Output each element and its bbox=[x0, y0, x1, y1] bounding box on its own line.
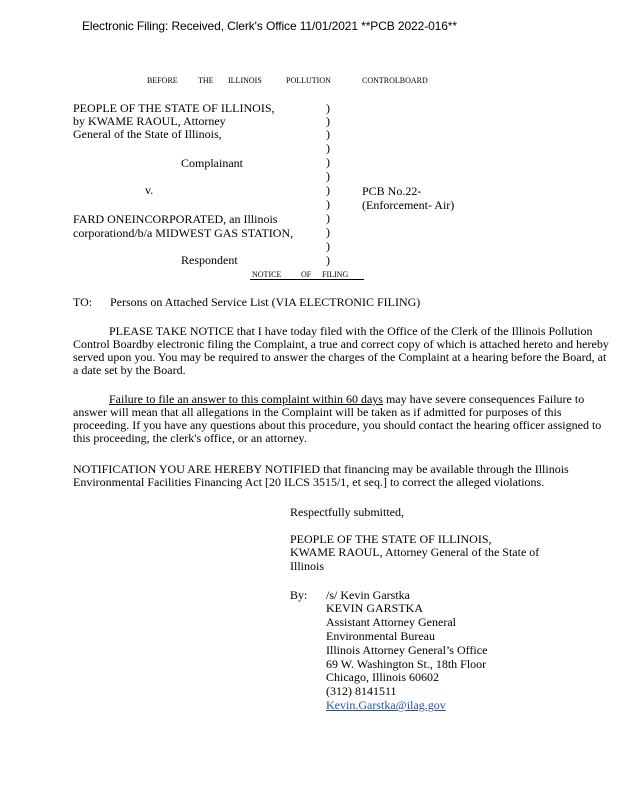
caption-bracket: ) bbox=[326, 183, 330, 197]
defendant-line-2: corporationd/b/a MIDWEST GAS STATION, bbox=[73, 226, 294, 240]
failure-text: may have severe consequences Failure to answer will mean that all allegations in the Complaint will be taken as if admitted for purposes of this proceeding. If you have any questions about this procedure, you should contact the hearing officer assigned to this proceeding, the clerk's office, or an attorney. bbox=[73, 392, 602, 445]
caption-bracket: ) bbox=[326, 225, 330, 239]
filing-stamp: Electronic Filing: Received, Clerk's Office 11/01/2021 **PCB 2022-016** bbox=[82, 19, 457, 33]
caption-bracket: ) bbox=[326, 253, 330, 267]
caption-bracket: ) bbox=[326, 211, 330, 225]
complainant-label: Complainant bbox=[181, 156, 243, 170]
caption-bracket: ) bbox=[326, 169, 330, 183]
notice-title-word-3: FILING bbox=[322, 270, 349, 279]
notice-title-underline bbox=[250, 279, 364, 280]
title-word-illinois: ILLINOIS bbox=[228, 76, 262, 85]
notification-lead: NOTIFICATION YOU ARE HEREBY NOTIFIED bbox=[73, 462, 321, 476]
to-text: Persons on Attached Service List (VIA ELECTRONIC FILING) bbox=[110, 295, 421, 309]
case-type: (Enforcement- Air) bbox=[362, 198, 455, 212]
defendant-line-1: FARD ONEINCORPORATED, an Illinois bbox=[73, 212, 278, 226]
signer-street: 69 W. Washington St., 18th Floor bbox=[326, 657, 487, 671]
party-line-2: KWAME RAOUL, Attorney General of the State of bbox=[290, 545, 540, 559]
to-label: TO: bbox=[73, 295, 93, 309]
signer-bureau: Environmental Bureau bbox=[326, 629, 435, 643]
signer-email-link[interactable]: Kevin.Garstka@ilag.gov bbox=[326, 698, 446, 712]
party-line-1: PEOPLE OF THE STATE OF ILLINOIS, bbox=[290, 532, 492, 546]
signature-line: /s/ Kevin Garstka bbox=[326, 588, 410, 602]
title-word-controlboard: CONTROLBOARD bbox=[362, 76, 428, 85]
notification-text: that financing may be available through the Illinois Environmental Facilities Financing Act [20 ILCS 3515/1, et seq.] to correct the alleged violations. bbox=[73, 462, 569, 489]
caption-bracket: ) bbox=[326, 127, 330, 141]
caption-bracket: ) bbox=[326, 114, 330, 128]
title-word-pollution: POLLUTION bbox=[286, 76, 331, 85]
notice-title-word-1: NOTICE bbox=[252, 270, 282, 279]
caption-bracket: ) bbox=[326, 101, 330, 115]
notice-title-word-2: OF bbox=[301, 270, 312, 279]
caption-bracket: ) bbox=[326, 141, 330, 155]
closing: Respectfully submitted, bbox=[290, 505, 404, 519]
notification-paragraph bbox=[73, 463, 613, 489]
plaintiff-line-1: PEOPLE OF THE STATE OF ILLINOIS, bbox=[73, 101, 275, 115]
respondent-label: Respondent bbox=[181, 253, 238, 267]
signer-office: Illinois Attorney General’s Office bbox=[326, 643, 488, 657]
caption-bracket: ) bbox=[326, 155, 330, 169]
failure-paragraph bbox=[73, 393, 613, 445]
title-word-the: THE bbox=[198, 76, 214, 85]
signer-name: KEVIN GARSTKA bbox=[326, 601, 423, 615]
title-word-before: BEFORE bbox=[147, 76, 178, 85]
caption-bracket: ) bbox=[326, 239, 330, 253]
versus-label: v. bbox=[145, 183, 154, 197]
signer-phone: (312) 8141511 bbox=[326, 684, 397, 698]
caption-bracket: ) bbox=[326, 197, 330, 211]
notice-paragraph: PLEASE TAKE NOTICE that I have today filed with the Office of the Clerk of the Illinois Pollution Control Boardby electronic filing the Complaint, a true and correct copy of which is attached hereto and hereby served upon you. You may be required to answer the charges of the Complaint at a hearing before the Board, at a date set by the Board. bbox=[73, 324, 609, 377]
plaintiff-line-2: by KWAME RAOUL, Attorney bbox=[73, 114, 226, 128]
plaintiff-line-3: General of the State of Illinois, bbox=[73, 127, 222, 141]
by-label: By: bbox=[290, 588, 308, 602]
signer-city: Chicago, Illinois 60602 bbox=[326, 670, 439, 684]
failure-underlined: Failure to file an answer to this complaint within 60 days bbox=[109, 392, 383, 406]
case-number: PCB No.22- bbox=[362, 184, 422, 198]
signer-title: Assistant Attorney General bbox=[326, 615, 456, 629]
party-line-3: Illinois bbox=[290, 559, 325, 573]
